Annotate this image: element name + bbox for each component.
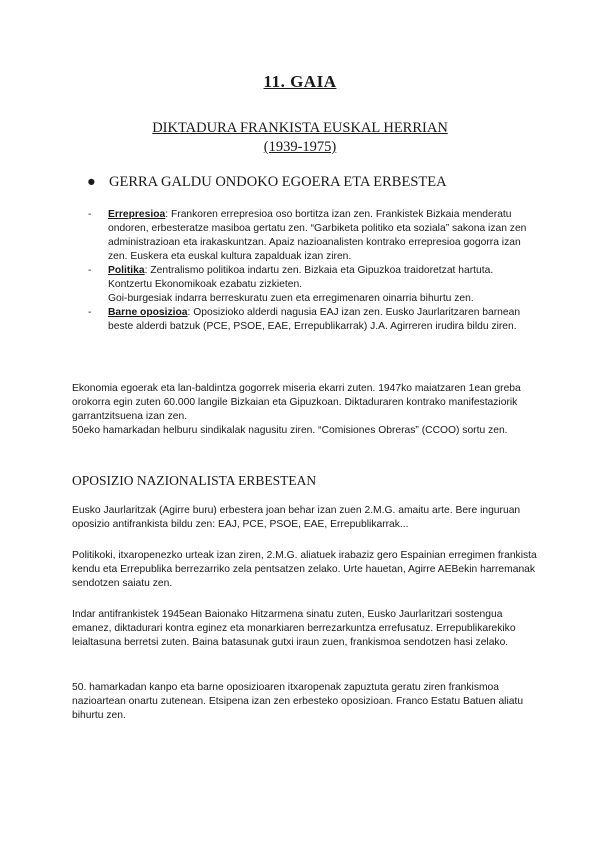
section-heading-exile: OPOSIZIO NAZIONALISTA ERBESTEAN (72, 473, 317, 488)
section-heading-war (87, 174, 567, 191)
dash-marker: - (88, 209, 92, 220)
title-line-2: (1939-1975) (263, 139, 337, 155)
paragraph-economy (72, 382, 542, 438)
paragraph-exile-2: Politikoki, itxaropenezko urteak izan ziren, 2.M.G. aliatuek irabaziz gero Espainian erregimen frankista kendu eta Errepublika berrezarriko zela pentsatzen zelako. Urte hauetan, Agirre AEBekin harremanak sendotzen saiatu zen. (72, 550, 537, 589)
item-text: : Zentralismo politikoa indartu zen. Bizkaia eta Gipuzkoa traidoretzat hartuta. Kontzertu Ekonomikoak ezabatu zizkieten. (108, 265, 494, 290)
item-extra-text: Goi-burgesiak indarra berreskuratu zuen eta erregimenaren oinarria bihurtu zen. (108, 293, 474, 304)
list-item-internal-opposition (88, 306, 538, 334)
dash-list (88, 208, 538, 334)
document-title (0, 119, 600, 157)
paragraph-exile-1: Eusko Jaurlaritzak (Agirre buru) erbestera joan behar izan zuen 2.M.G. amaitu arte. Bere inguruan oposizio antifrankista bildu zen: EAJ, PCE, PSOE, EAE, Errepublikarrak... (72, 505, 521, 530)
paragraph-exile-3: Indar antifrankistek 1945ean Baionako Hitzarmena sinatu zuten, Eusko Jaurlaritzari sostengua emanez, diktadurari kontra eginez eta monarkiaren berrezarkuntza errefusatuz. Errepublikarekiko leialtasuna berretsi zuten. Baina batasunak gutxi iraun zuen, frankismoa sendotzen hasi zelako. (72, 609, 516, 648)
dash-marker: - (88, 307, 92, 318)
list-item-politics (88, 264, 538, 306)
term-politics: Politika (108, 265, 145, 276)
paragraph-exile-4: 50. hamarkadan kanpo eta barne oposizioaren itxaropenak zapuztuta geratu ziren frankismoa nazioartean onartu zutenean. Etsipena izan zen erbesteko oposizioan. Franco Estatu Batuen aliatu bihurtu zen. (72, 682, 524, 721)
term-internal-opposition: Barne oposizioa (108, 307, 188, 318)
item-text: : Oposizioko alderdi nagusia EAJ izan zen. Eusko Jaurlaritzaren barnean beste alderdi batzuk (PCE, PSOE, EAE, Errepublikarrak) J.A. Agirreren irudira bildu ziren. (108, 307, 521, 332)
paragraph-economy-text: Ekonomia egoerak eta lan-baldintza gogorrek miseria ekarri zuten. 1947ko maiatzaren 1ean greba orokorra egin zuten 60.000 langile Bizkaian eta Gipuzkoan. Diktaduraren kontrako manifestaziorik garrantzitsuena izan zen. (72, 383, 521, 422)
item-text: : Frankoren errepresioa oso bortitza izan zen. Frankistek Bizkaia menderatu ondoren, erbesteratze masiboa gertatu zen. “Garbiketa politiko eta soziala” sakona izan zen administrazioan eta irakaskuntzan. Apaiz nazioanalisten kontrako errepresioa gogorra izan zen. Euskera eta euskal kultura zapalduak izan ziren. (108, 209, 527, 262)
term-repression: Errepresioa (108, 209, 166, 220)
paragraph-unions-text: 50eko hamarkadan helburu sindikalak nagusitu ziren. “Comisiones Obreras” (CCOO) sortu zen. (72, 425, 508, 436)
list-item-repression (88, 208, 538, 264)
chapter-title: 11. GAIA (263, 72, 337, 91)
dash-marker: - (88, 265, 92, 276)
bullet-icon: ● (87, 174, 96, 190)
title-line-1: DIKTADURA FRANKISTA EUSKAL HERRIAN (152, 120, 448, 136)
section-heading-war-text: GERRA GALDU ONDOKO EGOERA ETA ERBESTEA (109, 174, 447, 190)
